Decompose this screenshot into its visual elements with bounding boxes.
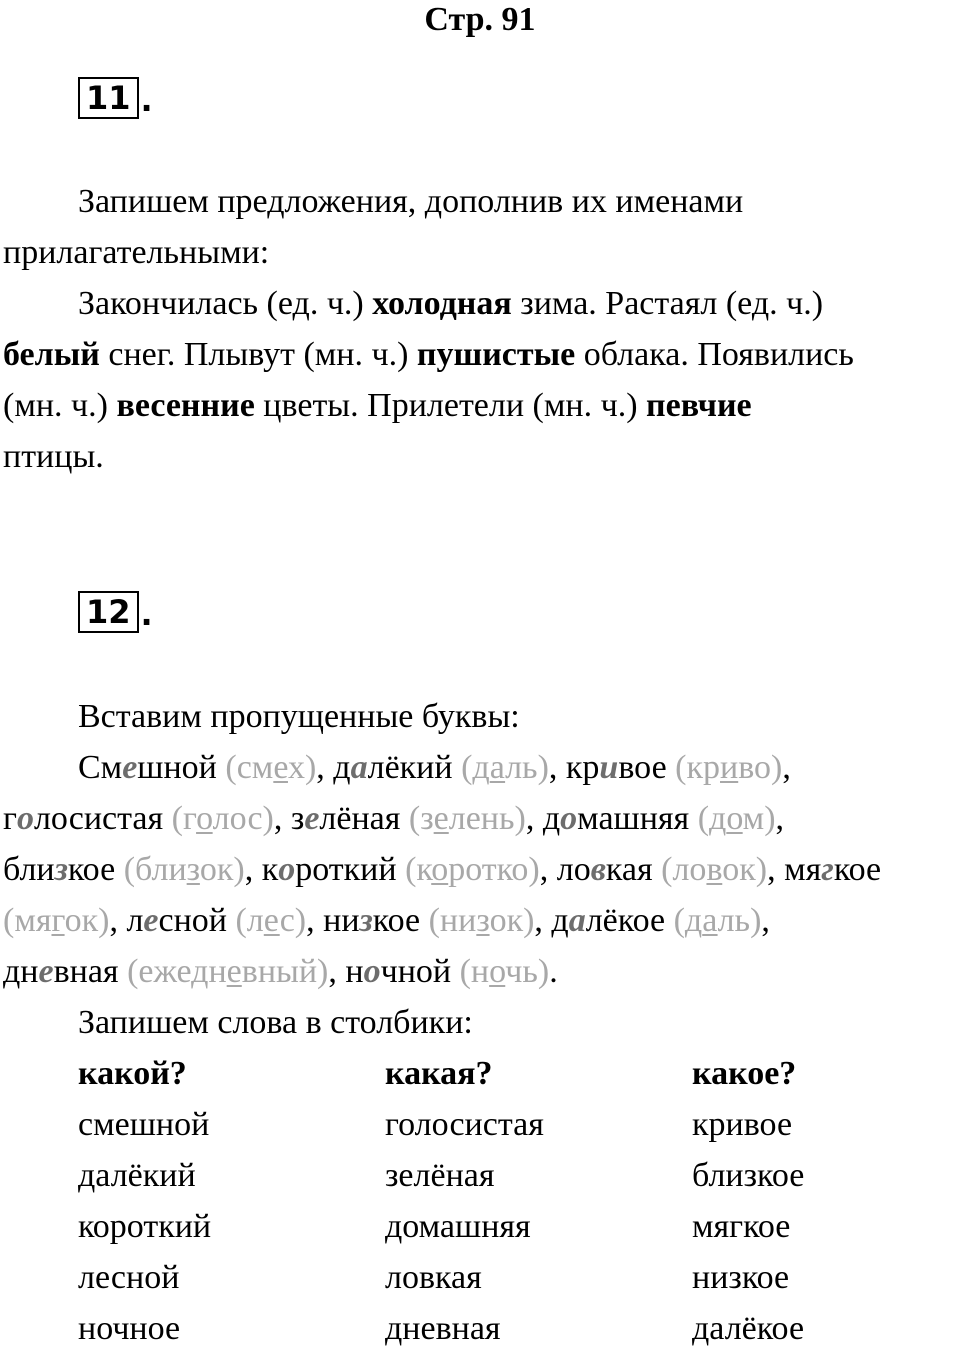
exercise-number-box: 11 [78, 77, 139, 119]
inserted-letter: з [359, 902, 373, 939]
check-word: (дом) [697, 800, 776, 837]
word-columns [78, 1048, 960, 1354]
inserted-letter: е [122, 749, 138, 786]
word-entry: лесной (лес), [126, 902, 315, 939]
check-word: (близок) [123, 851, 245, 888]
inserted-letter: е [143, 902, 159, 939]
check-word: (даль) [461, 749, 549, 786]
answer-word: белый [3, 336, 100, 373]
check-word: (ночь) [459, 953, 550, 990]
inserted-letter: е [38, 953, 54, 990]
word-entry: далёкое (даль), [551, 902, 770, 939]
exercise-11-text: Запишем предложения, дополнив их именами прилагательными: Закончилась (ед. ч.) холодная зима. Растаял (ед. ч.) белый снег. Плывут (мн. ч.) пушистые облака. Появились (мн. ч.) весенние цветы. Прилетели (мн. ч.) певчие птицы. [3, 183, 854, 475]
word-entry: домашняя (дом), [542, 800, 785, 837]
column-word: домашняя [385, 1208, 531, 1245]
column-word: короткий [78, 1208, 212, 1245]
column-word: близкое [692, 1157, 805, 1194]
column-word: кривое [692, 1106, 793, 1143]
answer-word: холодная [372, 285, 512, 322]
column-word: далёкое [692, 1310, 805, 1347]
word-entry: близкое (близок), [3, 851, 254, 888]
check-word: (лес) [235, 902, 307, 939]
inserted-letter: о [560, 800, 578, 837]
inserted-letter: о [278, 851, 296, 888]
word-entry: голосистая (голос), [3, 800, 283, 837]
column-kakaya [385, 1048, 692, 1354]
column-header: какой? [78, 1055, 187, 1092]
word-entry: Смешной (смех), [78, 749, 325, 786]
inserted-letter: о [16, 800, 34, 837]
column-word: смешной [78, 1106, 210, 1143]
word-entry-part: (мягок), [3, 902, 118, 939]
check-word: (даль) [673, 902, 762, 939]
exercise-number-box: 12 [78, 591, 139, 633]
column-word: дневная [385, 1310, 501, 1347]
check-word: (низок) [428, 902, 535, 939]
word-entry-part: мягкое [784, 851, 882, 888]
column-word: ночное [78, 1310, 181, 1347]
column-word: ловкая [385, 1259, 482, 1296]
answer-word: пушистые [416, 336, 576, 373]
word-entry: короткий (коротко), [261, 851, 549, 888]
check-word: (коротко) [405, 851, 540, 888]
inserted-letter: е [304, 800, 320, 837]
answer-word: певчие [646, 387, 752, 424]
answer-word: весенние [116, 387, 255, 424]
check-word: (зелень) [408, 800, 526, 837]
word-entry: ловкая (ловок), [556, 851, 776, 888]
word-entry: зелёная (зелень), [290, 800, 535, 837]
check-word: (криво) [675, 749, 783, 786]
column-header: какое? [692, 1055, 797, 1092]
check-word: (смех) [225, 749, 317, 786]
check-word: (голос) [171, 800, 274, 837]
check-word: (ловок) [661, 851, 768, 888]
exercise-11-number: 11 . [78, 77, 153, 119]
column-word: лесной [78, 1259, 180, 1296]
word-entry: далёкий (даль), [333, 749, 558, 786]
word-entry: ночной (ночь). [345, 953, 558, 990]
columns-intro: Запишем слова в столбики: [78, 1004, 473, 1041]
column-word: зелёная [385, 1157, 495, 1194]
inserted-letter: в [590, 851, 606, 888]
word-entry: кривое (криво), [565, 749, 791, 786]
check-word: (ежедневный) [127, 953, 329, 990]
page-title: Стр. 91 [424, 1, 536, 38]
check-word: (мягок) [3, 902, 110, 939]
word-entry: дневная (ежедневный), [3, 953, 337, 990]
column-word: низкое [692, 1259, 790, 1296]
exercise-12-text: Вставим пропущенные буквы: Смешной (смех), далёкий (даль), кривое (криво), голосистая (голос), зелёная (зелень), домашняя (дом), близкое (близок), короткий (коротко), ловкая (ловок), мягкое (мягок), лесной (лес), низкое (низок), далёкое (даль), дневная (ежедневный), ночной (ночь). Запишем слова в столбики: [3, 698, 882, 1041]
inserted-letter: а [350, 749, 368, 786]
column-word: голосистая [385, 1106, 544, 1143]
inserted-letter: и [599, 749, 619, 786]
column-header: какая? [385, 1055, 493, 1092]
word-entry: низкое (низок), [323, 902, 543, 939]
inserted-letter: г [821, 851, 834, 888]
inserted-letter: о [363, 953, 381, 990]
inserted-letter: а [568, 902, 586, 939]
column-kakoy [78, 1048, 385, 1354]
exercise-12-number: 12 . [78, 591, 153, 633]
inserted-letter: з [54, 851, 68, 888]
column-word: далёкий [78, 1157, 196, 1194]
column-kakoe [692, 1048, 960, 1354]
column-word: мягкое [692, 1208, 791, 1245]
